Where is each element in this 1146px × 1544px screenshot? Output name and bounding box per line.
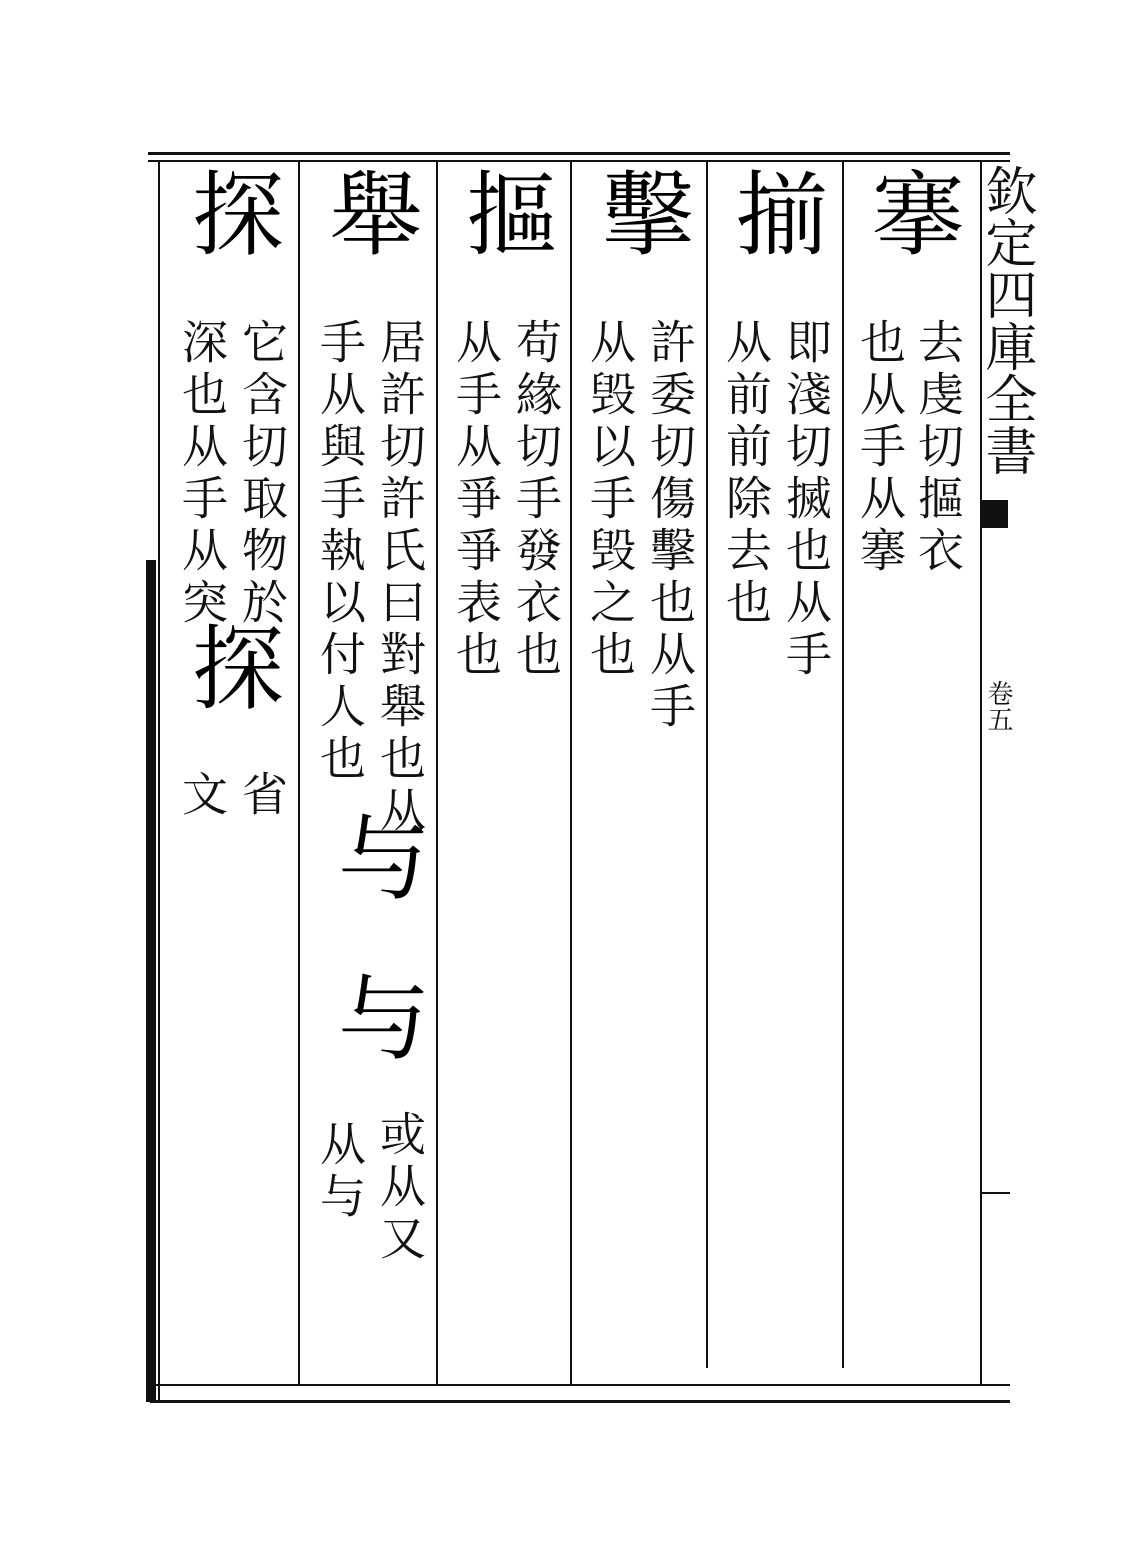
seal-character: 擊 (587, 166, 694, 258)
variant-gloss-left: 从与 (313, 1120, 367, 1224)
top-border-line-inner (148, 160, 1010, 162)
column-divider (298, 162, 300, 1384)
seal-character: 揃 (721, 166, 828, 258)
gloss-right: 即淺切搣也从手 (779, 318, 833, 682)
gloss-left: 从毁以手毁之也 (583, 318, 637, 682)
variant-seal-character: 探 (177, 620, 284, 712)
margin-title: 欽定四庫全書 (976, 164, 1036, 476)
variant-seal-character: 与 (323, 970, 430, 1062)
gloss-left: 从前前除去也 (719, 318, 773, 630)
margin-volume: 卷五 (983, 680, 1013, 732)
seal-character: 摳 (451, 166, 558, 258)
column-divider (570, 162, 572, 1384)
gloss-left: 深也从手从突 (175, 318, 229, 630)
seal-character: 搴 (857, 166, 964, 258)
margin-block-mark (982, 500, 1008, 528)
bottom-border-line-outer (150, 1400, 1010, 1403)
left-border-thin (158, 160, 160, 1400)
seal-character: 舉 (315, 166, 422, 258)
variant-gloss-right: 或从又 (373, 1110, 427, 1266)
bottom-border-line (148, 1384, 1010, 1386)
column-divider (842, 162, 844, 1368)
column-divider (706, 162, 708, 1368)
gloss-right: 去虔切摳衣 (911, 318, 965, 578)
gloss-right: 它含切取物於 (235, 318, 289, 630)
margin-tick (982, 1192, 1010, 1194)
column-divider (436, 162, 438, 1384)
variant-gloss-left: 文 (175, 770, 229, 822)
top-border-line (148, 152, 1010, 155)
gloss-left: 从手从爭爭表也 (449, 318, 503, 682)
gloss-left: 也从手从搴 (853, 318, 907, 578)
gloss-right: 居許切許氏曰對舉也从 (373, 318, 427, 838)
gloss-right: 苟緣切手發衣也 (509, 318, 563, 682)
left-border-line (146, 560, 156, 1402)
variant-gloss-right: 省 (235, 770, 289, 822)
seal-character: 探 (177, 166, 284, 258)
gloss-left: 手从與手執以付人也 (313, 318, 367, 786)
variant-seal-character: 与 (323, 810, 430, 902)
gloss-right: 許委切傷擊也从手 (643, 318, 697, 734)
